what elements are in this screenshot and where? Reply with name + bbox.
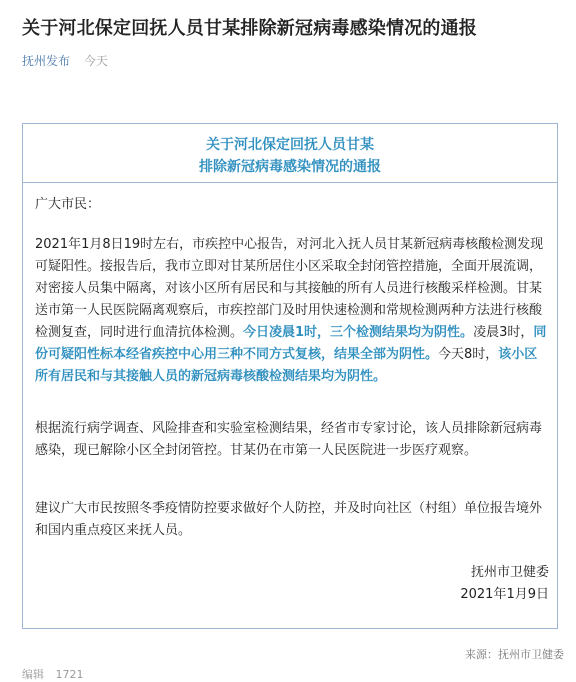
- paragraph-conclusion: 根据流行病学调查、风险排查和实验室检测结果，经省市专家讨论，该人员排除新冠病毒感染，现已解除小区全封闭管控。甘某仍在市第一人民医院进一步医疗观察。: [35, 421, 543, 458]
- footer-cut-b: 1721: [55, 668, 84, 681]
- highlight-result-1: 今日凌晨1时，三个检测结果均为阴性。: [243, 325, 474, 340]
- highlight-result-3: 该小区所有居民和与其接触人员的新冠病毒核酸检测结果均为阴性。: [35, 347, 538, 384]
- paragraph-advice: 建议广大市民按照冬季疫情防控要求做好个人防控，并及时向社区（村组）单位报告境外和国内重点疫区来抚人员。: [35, 501, 543, 538]
- highlight-result-2: 同份可疑阳性标本经省疾控中心用三种不同方式复核，结果全部为阴性。: [35, 325, 547, 362]
- notice-card: [22, 123, 558, 629]
- footer-cut-a: 编辑: [22, 668, 44, 681]
- notice-title-line-2: 排除新冠病毒感染情况的通报: [199, 159, 381, 175]
- paragraph-report-text-a: 2021年1月8日19时左右，市疾控中心报告，对河北入抚人员甘某新冠病毒核酸检测发现可疑阳性。接报告后，我市立即对甘某所居住小区采取全封闭管控措施，全面开展流调，对密接人员集中隔离，对该小区所有居民和与其接触的所有人员进行核酸采样检测。甘某送市第一人民医院隔离观察后，市疾控部门及时用快速检测和常规检测两种方法进行核酸检测复查，同时进行血清抗体检测。: [35, 237, 544, 340]
- account-name-link[interactable]: 抚州发布: [22, 54, 71, 68]
- greeting: 广大市民：: [35, 197, 101, 212]
- publish-time: 今天: [83, 54, 108, 68]
- paragraph-report-text-c: 今天8时，: [438, 347, 499, 362]
- paragraph-report-text-b: 凌晨3时，: [473, 325, 534, 340]
- article-meta: [22, 52, 108, 69]
- source-label: 来源：抚州市卫健委: [465, 648, 564, 661]
- footer-cut-row: [22, 666, 92, 682]
- notice-title-line-1: 关于河北保定回抚人员甘某: [206, 137, 374, 153]
- notice-title: [23, 134, 557, 178]
- title-divider: [23, 182, 557, 183]
- signer: 抚州市卫健委: [470, 565, 549, 580]
- notice-date: 2021年1月9日: [460, 587, 549, 602]
- paragraph-report: [35, 234, 549, 388]
- article-title: 关于河北保定回抚人员甘某排除新冠病毒感染情况的通报: [22, 18, 477, 39]
